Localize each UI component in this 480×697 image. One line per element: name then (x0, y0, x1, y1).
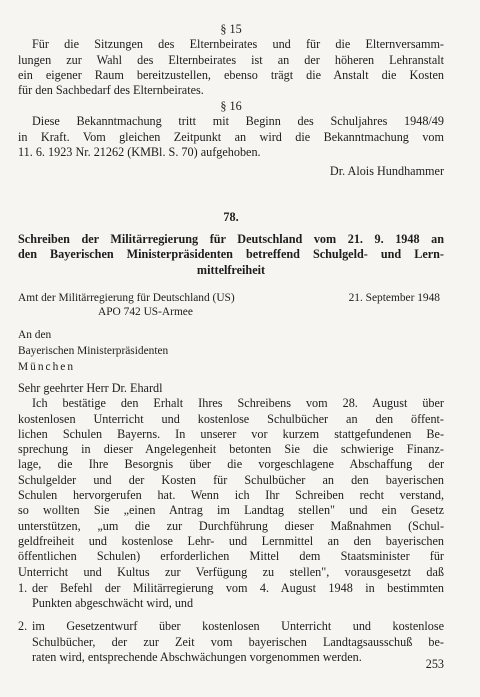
list-item-line: Punkten abgeschwächt wird, und (32, 596, 194, 611)
list-item-line: Schulbücher, der zur Zeit vom bayerischen Landtagsausschuß be- (32, 634, 444, 649)
body-line: Unterricht und Kultus zur Verfügung zu stellen", vorausgesetzt daß (18, 564, 444, 579)
section-15 (18, 22, 444, 98)
salutation: Sehr geehrter Herr Dr. Ehardl (18, 381, 163, 395)
document-title-line: mittelfreiheit (196, 262, 266, 277)
signature: Dr. Alois Hundhammer (329, 164, 444, 179)
address-line: München (18, 361, 76, 373)
list-item (18, 619, 444, 665)
body-line: Schulgelder und der Kosten für Schulbücher an den bayerischen (18, 472, 444, 487)
list-item-line: im Gesetzentwurf über kostenlosen Unterricht und kostenlose (32, 619, 444, 634)
body-line: öffentlichen Schulen) erforderlichen Mittel dem Staatsminister für (18, 549, 444, 564)
body-line: so wollten Sie „einen Antrag im Landtag stellen" und ein Gesetz (18, 503, 444, 518)
body-line: geldfreiheit und kostenlose Lehr- und Lernmittel an den bayerischen (18, 533, 444, 548)
address-line: Bayerischen Ministerpräsidenten (18, 345, 169, 357)
section-16-line: 11. 6. 1923 Nr. 21262 (KMBl. S. 70) aufgehoben. (18, 144, 261, 159)
section-15-line: für den Sachbedarf des Elternbeirates. (18, 83, 204, 98)
list-item-line: raten wird, entsprechende Abschwächungen vorgenommen werden. (32, 650, 362, 665)
document-title (18, 232, 444, 278)
section-16-heading: § 16 (220, 99, 242, 113)
body-line: Schulen hervorgerufen hat. Wenn ich Ihr Schreiben recht verstand, (18, 488, 444, 503)
section-16 (18, 99, 444, 179)
document-title-line: Schreiben der Militärregierung für Deutschland vom 21. 9. 1948 an (18, 232, 444, 246)
section-15-heading: § 15 (220, 22, 242, 36)
section-15-line: Für die Sitzungen des Elternbeirates und für die Elternversamm- (32, 37, 444, 52)
body-line: kostenlosen Unterricht und kostenlose Schulbücher an den öffent- (18, 411, 444, 426)
body-line: Ich bestätige den Erhalt Ihres Schreibens vom 28. August über (32, 396, 444, 411)
section-16-line: Diese Bekanntmachung tritt mit Beginn des Schuljahres 1948/49 (32, 114, 444, 129)
address-line: An den (18, 329, 52, 341)
letter-body (18, 381, 444, 665)
section-15-line: lungen zur Wahl des Elternbeirates ist an der höheren Lehranstalt (18, 52, 444, 67)
document-title-line: den Bayerischen Ministerpräsidenten betreffend Schulgeld- und Lern- (18, 247, 444, 262)
list-item (18, 581, 444, 612)
section-15-line: ein eigener Raum bereitzustellen, ebenso trägt die Anstalt die Kosten (18, 67, 444, 82)
document-number: 78. (223, 210, 239, 224)
body-line: unterstützen, „um die zur Durchführung dieser Maßnahmen (Schul- (18, 518, 444, 533)
section-16-line: in Kraft. Vom gleichen Zeitpunkt an wird die Bekanntmachung vom (18, 129, 444, 144)
list-item-line: der Befehl der Militärregierung vom 4. August 1948 in bestimmten (32, 580, 444, 595)
list-item-number: 1. (18, 580, 28, 595)
letter-date: 21. September 1948 (348, 292, 440, 304)
sender-apo: APO 742 US-Armee (98, 306, 193, 318)
body-line: lichen Schulen Bayerns. In unserer vor kurzem stattgefundenen Be- (18, 426, 444, 441)
address-block (18, 328, 444, 374)
sender-office: Amt der Militärregierung für Deutschland (US) (18, 292, 235, 304)
document-number-block (18, 210, 444, 225)
body-line: lage, die Ihre Besorgnis über die vorgeschlagene Abschaffung der (18, 457, 444, 472)
sender-block (18, 291, 444, 319)
list-item-number: 2. (18, 619, 28, 634)
body-line: sprechung in dieser Angelegenheit betonten Sie die schwierige Finanz- (18, 442, 444, 457)
page-number: 253 (425, 657, 444, 671)
